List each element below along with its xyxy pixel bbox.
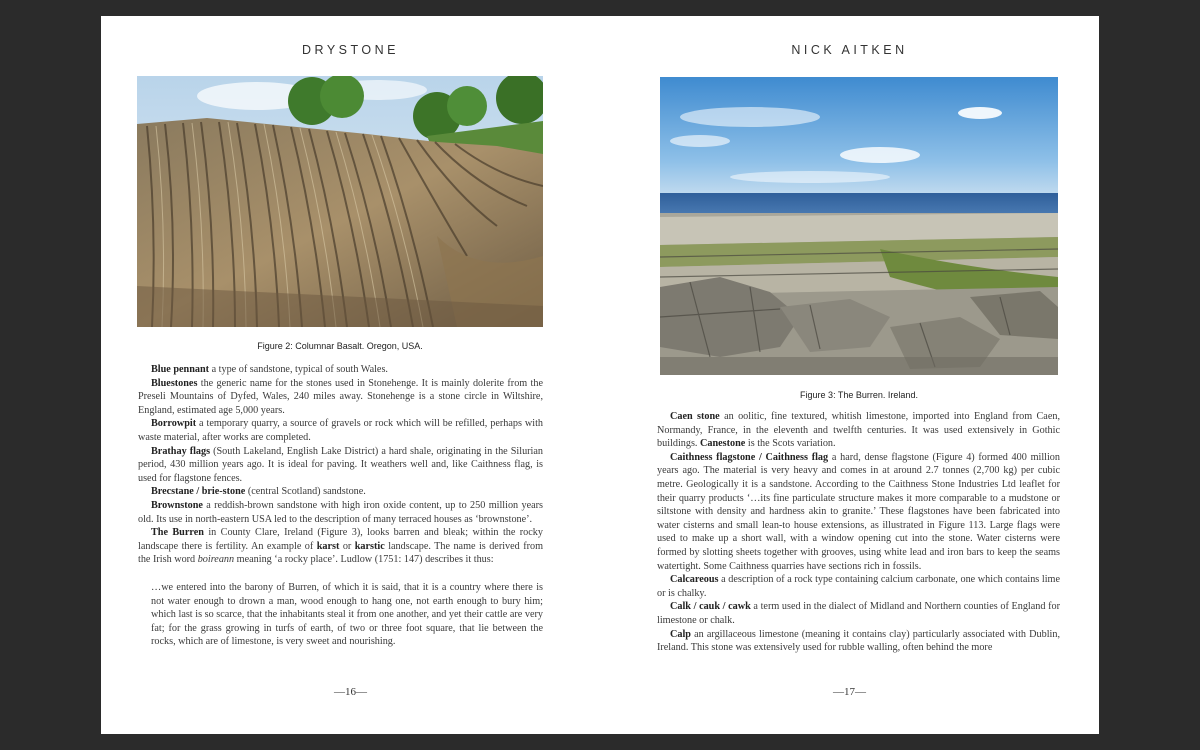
entry-calp: Calp an argillaceous limestone (meaning it contains clay) particularly associated with Dublin, Ireland. This stone was extensively used for rubble walling, often behind the more <box>657 628 1060 654</box>
entry-blue-pennant: Blue pennant a type of sandstone, typical of south Wales. <box>151 364 388 375</box>
entry-brathay-flags: Brathay flags (South Lakeland, English Lake District) a hard shale, originating in the Silurian period, 430 million years ago. It is ideal for paving. It weathers well and, like Caithness flag, is used for flagstone fences. <box>138 445 544 484</box>
running-head-left: DRYSTONE <box>301 43 399 57</box>
page-number-right: —17— <box>833 686 866 698</box>
entry-caen-stone: Caen stone an oolitic, fine textured, whitish limestone, imported into England from Caen, Normandy, France, in the eleventh and twelfth centuries. It was used extensively in Gothic buildings. Canestone is the Scots variation. <box>657 411 1060 450</box>
glossary-body-left <box>138 363 543 649</box>
entry-calcareous: Calcareous a description of a rock type containing calcium carbonate, one which contains lime or is chalky. <box>657 574 1060 599</box>
entry-borrowpit: Borrowpit a temporary quarry, a source of gravels or rock which will be refilled, perhaps with waste material, after works are completed. <box>138 418 543 443</box>
figure-the-burren <box>660 77 1058 375</box>
entry-bluestones: Bluestones the generic name for the stones used in Stonehenge. It is mainly dolerite from the Preseli Mountains of Dyfed, Wales, 240 miles away. Stonehenge is a stone circle in Wiltshire, England, estimated age 5,000 years. <box>138 377 543 416</box>
glossary-body-right <box>657 410 1060 655</box>
entry-caithness-flagstone: Caithness flagstone / Caithness flag a hard, dense flagstone (Figure 4) formed 400 million years ago. The material is very heavy and comes in at around 2.7 tonnes (2,700 kg) per cubic metre. Geologically it is a sandstone. According to the Caithness Stone Industries Ltd leaflet for their quarry products ‘…its fine particulate structure makes it more comparable to a mudstone or siltstone with density and hardness akin to granite.’ These flagstones have been fabricated into water cisterns and small lean-to house extensions, as illustrated in Figure 113. Large flags were used to make up a short wall, with a window opening cut into the stone. Water cisterns were formed by slotting sheets together with grooves, using white lead and iron bars to keep the seams watertight. Some Caithness quarries have sections rich in fossils. <box>657 451 1060 572</box>
running-head-right: NICK AITKEN <box>791 43 908 57</box>
entry-the-burren: The Burren in County Clare, Ireland (Figure 3), looks barren and bleak; within the rocky landscape there is fertility. An example of karst or karstic landscape. The name is derived from the Irish word boireann meaning ‘a rocky place’. Ludlow (1751: 147) describes it thus: <box>138 527 543 566</box>
left-page <box>101 16 600 734</box>
right-page <box>600 16 1099 734</box>
figure-columnar-basalt <box>137 76 543 327</box>
entry-calk: Calk / cauk / cawk a term used in the dialect of Midland and Northern counties of England for limestone or chalk. <box>657 601 1060 626</box>
figure-caption-right: Figure 3: The Burren. Ireland. <box>800 390 918 400</box>
book-spread <box>101 16 1099 734</box>
figure-caption-left: Figure 2: Columnar Basalt. Oregon, USA. <box>257 341 423 351</box>
page-number-left: —16— <box>334 686 367 698</box>
entry-brecstane: Brecstane / brie-stone (central Scotland) sandstone. <box>151 486 366 498</box>
block-quote-ludlow: …we entered into the barony of Burren, of which it is said, that it is a country where there is not water enough to drown a man, wood enough to hang one, not earth enough to bury him; which last is so scarce, that the inhabitants steal it from one another, and yet their cattle are very fat; for the grass growing in turfs of earth, of two or three foot square, that lie between the rocks, which are of limestone, is very sweet and nourishing. <box>151 581 543 648</box>
entry-brownstone: Brownstone a reddish-brown sandstone with high iron oxide content, up to 250 million years old. Its use in north-eastern USA led to the description of many terraced houses as ‘brownstone’. <box>138 499 543 525</box>
